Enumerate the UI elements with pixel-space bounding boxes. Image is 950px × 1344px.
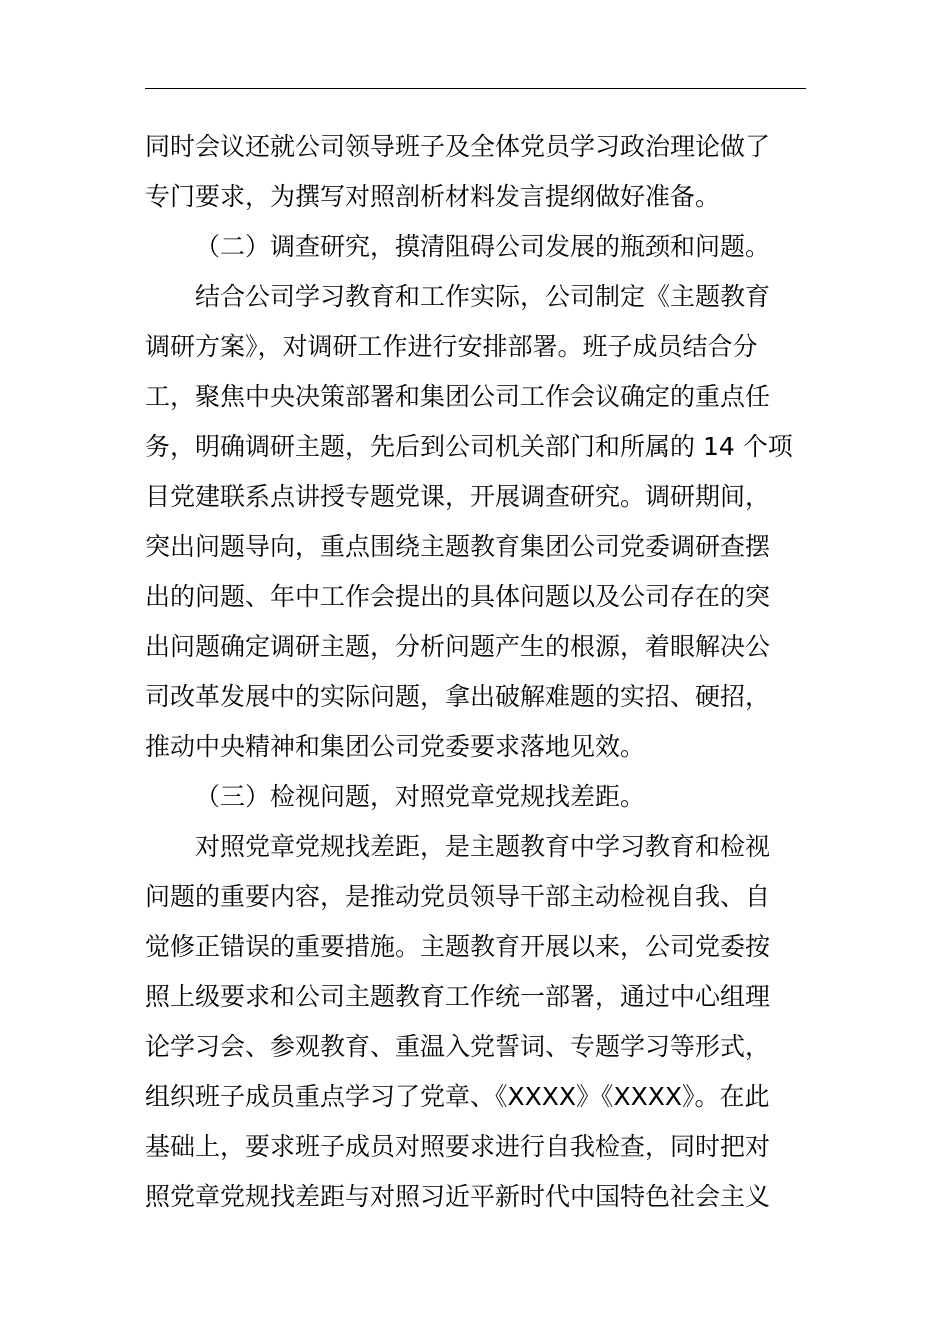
- text-line: 结合公司学习教育和工作实际，公司制定《主题教育: [195, 282, 771, 311]
- section-heading: （二）调查研究，摸清阻碍公司发展的瓶颈和问题。: [195, 232, 771, 261]
- text-line: 出问题确定调研主题，分析问题产生的根源，着眼解决公: [145, 632, 771, 661]
- text-line: 对照党章党规找差距，是主题教育中学习教育和检视: [195, 832, 771, 861]
- text-line: 论学习会、参观教育、重温入党誓词、专题学习等形式，: [145, 1032, 771, 1061]
- text-line: 工，聚焦中央决策部署和集团公司工作会议确定的重点任: [145, 382, 771, 411]
- text-line: 同时会议还就公司领导班子及全体党员学习政治理论做了: [145, 132, 771, 161]
- text-line: 问题的重要内容，是推动党员领导干部主动检视自我、自: [145, 882, 771, 911]
- text-line: 目党建联系点讲授专题党课，开展调查研究。调研期间，: [145, 482, 771, 511]
- text-line: 出的问题、年中工作会提出的具体问题以及公司存在的突: [145, 582, 771, 611]
- text-line: 觉修正错误的重要措施。主题教育开展以来，公司党委按: [145, 932, 771, 961]
- header-rule: [145, 88, 806, 89]
- text-line: 基础上，要求班子成员对照要求进行自我检查，同时把对: [145, 1132, 771, 1161]
- text-line: 推动中央精神和集团公司党委要求落地见效。: [145, 732, 646, 761]
- text-line: 专门要求，为撰写对照剖析材料发言提纲做好准备。: [145, 182, 721, 211]
- text-line: 照上级要求和公司主题教育工作统一部署，通过中心组理: [145, 982, 771, 1011]
- text-line: 照党章党规找差距与对照习近平新时代中国特色社会主义: [145, 1182, 771, 1211]
- text-line: 务，明确调研主题，先后到公司机关部门和所属的 14 个项: [145, 432, 793, 461]
- document-body: [145, 122, 806, 1222]
- text-line: 突出问题导向，重点围绕主题教育集团公司党委调研查摆: [145, 532, 771, 561]
- section-heading: （三）检视问题，对照党章党规找差距。: [195, 782, 646, 811]
- text-line: 司改革发展中的实际问题，拿出破解难题的实招、硬招，: [145, 682, 771, 711]
- text-line: 调研方案》，对调研工作进行安排部署。班子成员结合分: [145, 332, 758, 361]
- text-line: 组织班子成员重点学习了党章、《XXXX》《XXXX》。在此: [145, 1082, 770, 1111]
